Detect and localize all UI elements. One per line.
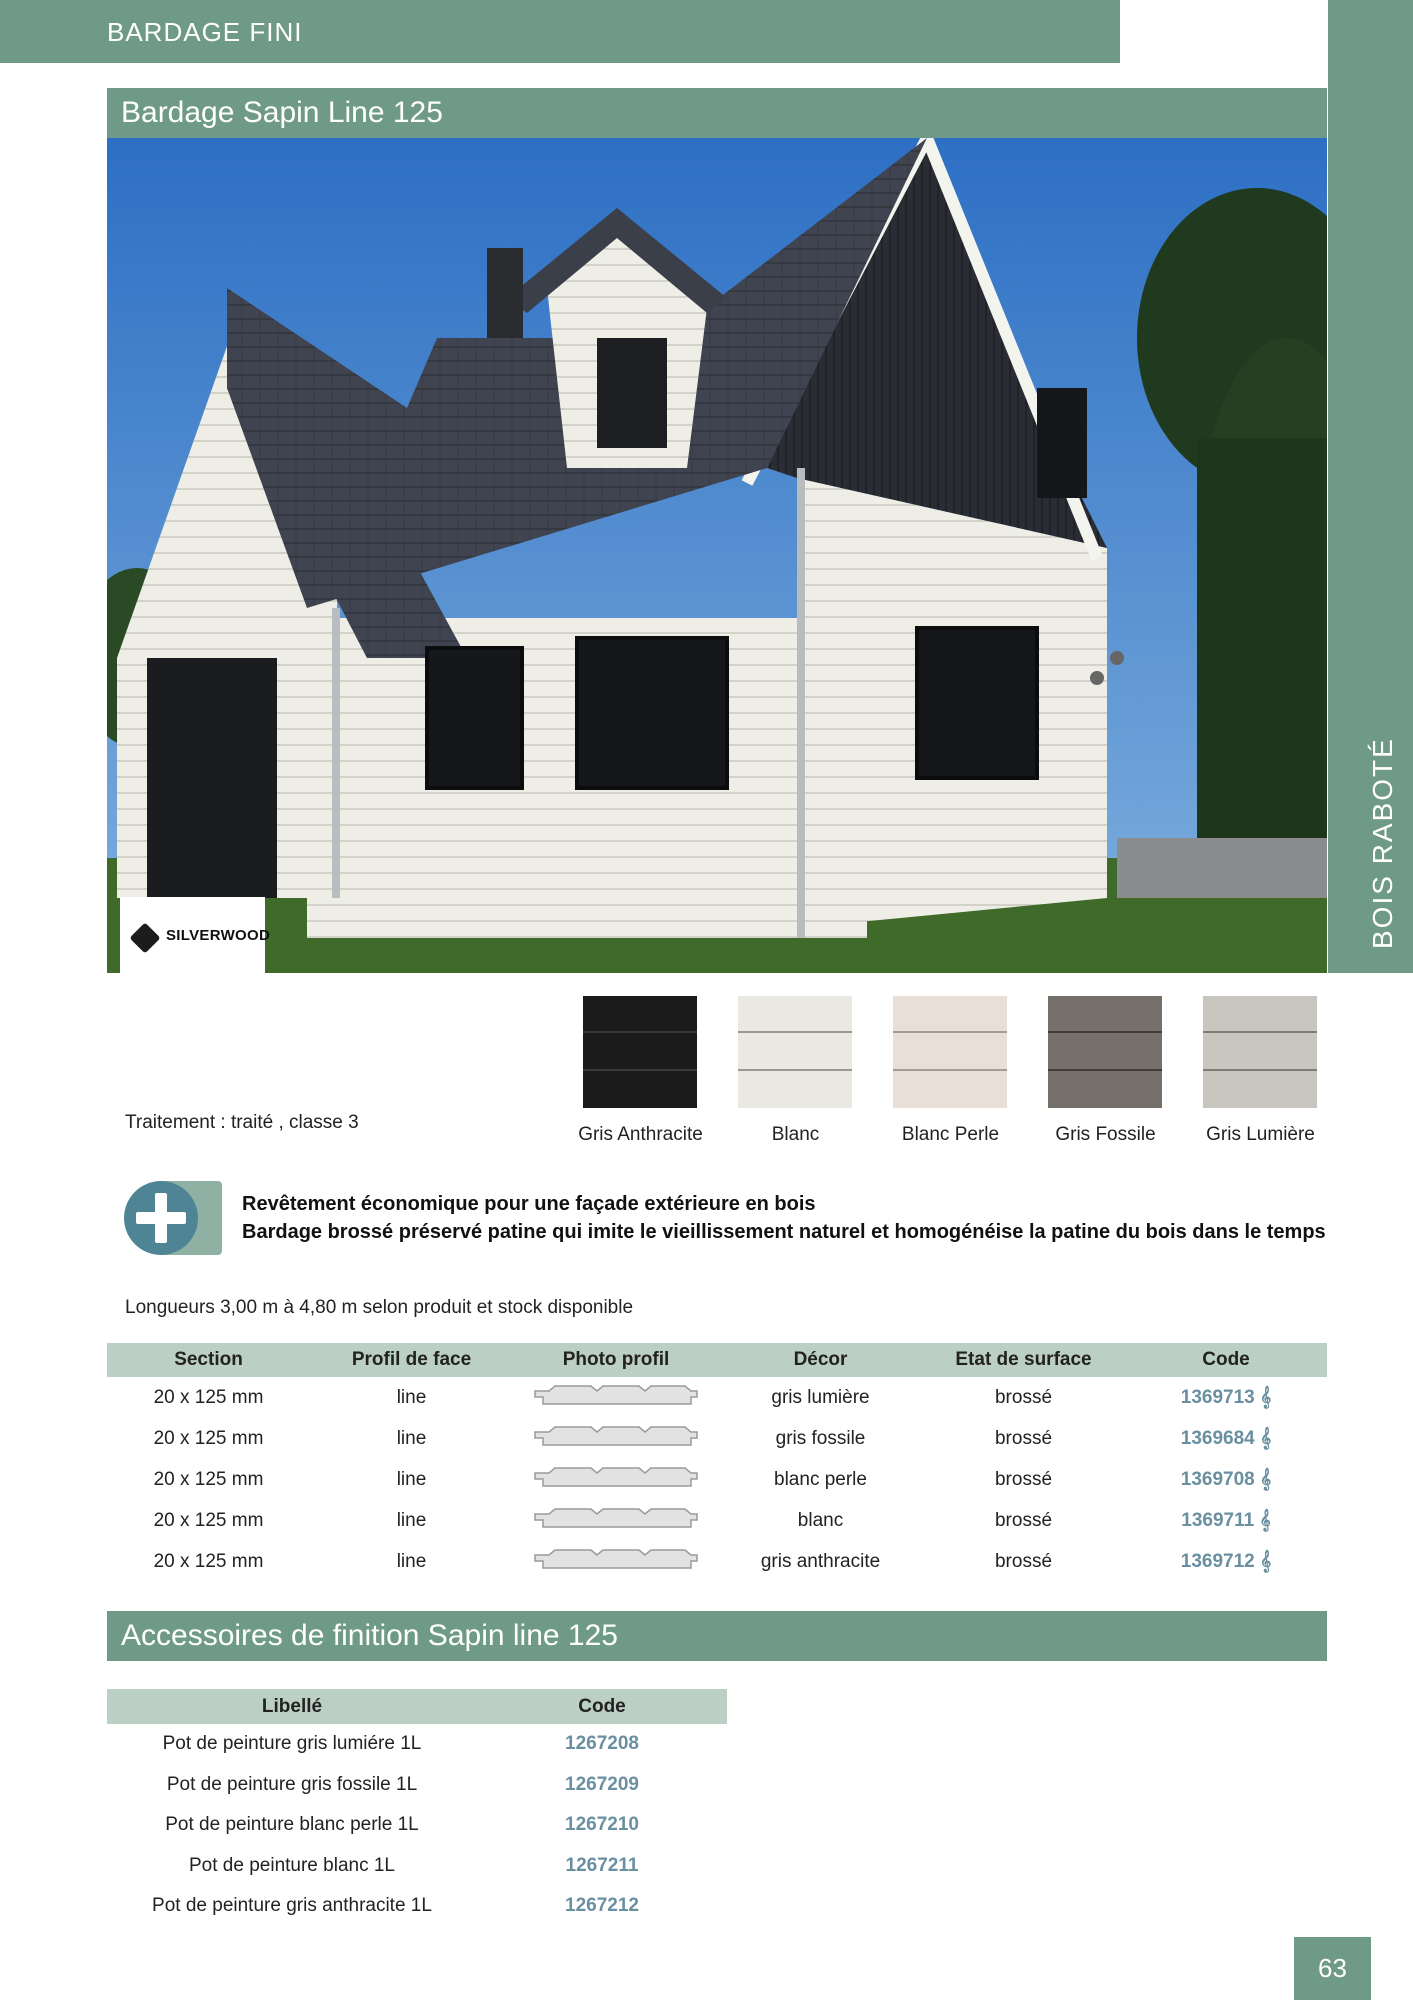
table-row xyxy=(107,1418,1327,1459)
cell-decor: gris lumière xyxy=(771,1386,870,1408)
cell-label: Pot de peinture blanc perle 1L xyxy=(165,1814,419,1836)
spec-table xyxy=(107,1343,1327,1582)
profile-photo xyxy=(513,1377,719,1418)
cell-code xyxy=(1125,1541,1327,1582)
lengths-info: Longueurs 3,00 m à 4,80 m selon produit et stock disponible xyxy=(125,1297,634,1318)
cell-code: 1267211 xyxy=(565,1854,639,1876)
cell-profil: line xyxy=(396,1550,427,1572)
table-row xyxy=(107,1724,727,1765)
swatch-label: Gris Fossile xyxy=(1055,1124,1156,1145)
column-header: Section xyxy=(107,1343,310,1377)
benefit-line: Bardage brossé préservé patine qui imite le vieillissement naturel et homogénéise la patine du bois dans le temps xyxy=(242,1221,1326,1243)
house-photo xyxy=(107,138,1327,973)
brand-logo-text: SILVERWOOD xyxy=(166,927,271,944)
code-value: 1369684 xyxy=(1180,1427,1255,1449)
code-value: 1369712 xyxy=(1180,1550,1255,1572)
table-row xyxy=(107,1459,1327,1500)
column-header: Libellé xyxy=(107,1689,477,1724)
cell-code: 1267209 xyxy=(565,1773,639,1795)
code-value: 1369711 xyxy=(1181,1509,1255,1531)
benefit-line: Revêtement économique pour une façade extérieure en bois xyxy=(242,1193,816,1215)
clef-icon: 𝄞 xyxy=(1259,1509,1271,1531)
side-category-label: BOIS RABOTÉ xyxy=(1366,737,1398,949)
product-title: Bardage Sapin Line 125 xyxy=(107,88,1327,138)
column-header: Profil de face xyxy=(310,1343,513,1377)
table-row xyxy=(107,1541,1327,1582)
profile-shape-icon xyxy=(533,1506,699,1530)
clef-icon: 𝄞 xyxy=(1260,1427,1272,1449)
table-row xyxy=(107,1846,727,1887)
swatch-label: Blanc xyxy=(771,1124,820,1145)
cell-code xyxy=(1125,1459,1327,1500)
cell-decor: blanc xyxy=(797,1509,844,1531)
clef-icon: 𝄞 xyxy=(1260,1468,1272,1490)
cell-etat: brossé xyxy=(994,1386,1053,1408)
cell-profil: line xyxy=(396,1509,427,1531)
cell-label: Pot de peinture gris anthracite 1L xyxy=(152,1895,432,1917)
table-row xyxy=(107,1500,1327,1541)
treatment-info: Traitement : traité , classe 3 xyxy=(125,1112,359,1133)
cell-decor: gris fossile xyxy=(775,1427,866,1449)
cell-section: 20 x 125 mm xyxy=(153,1468,264,1490)
cell-decor: gris anthracite xyxy=(760,1550,881,1572)
code-value: 1369708 xyxy=(1180,1468,1255,1490)
cell-profil: line xyxy=(396,1468,427,1490)
cell-code xyxy=(1125,1500,1327,1541)
swatch-gris-fossile xyxy=(1048,996,1162,1108)
cell-code: 1267210 xyxy=(565,1814,639,1836)
cell-code xyxy=(1125,1418,1327,1459)
table-row xyxy=(107,1805,727,1846)
swatch-blanc-perle xyxy=(893,996,1007,1108)
cell-code: 1267208 xyxy=(565,1733,639,1755)
cell-section: 20 x 125 mm xyxy=(153,1509,264,1531)
table-header-row xyxy=(107,1689,727,1724)
profile-shape-icon xyxy=(533,1424,699,1448)
section-header-band xyxy=(0,0,1120,63)
brand-logo-mark-icon xyxy=(129,922,160,953)
column-header: Etat de surface xyxy=(922,1343,1125,1377)
cell-etat: brossé xyxy=(994,1509,1053,1531)
swatch-gris-anthracite xyxy=(583,996,697,1108)
cell-section: 20 x 125 mm xyxy=(153,1427,264,1449)
profile-shape-icon xyxy=(533,1383,699,1407)
cell-code xyxy=(1125,1377,1327,1418)
code-value: 1369713 xyxy=(1180,1386,1255,1408)
cell-section: 20 x 125 mm xyxy=(153,1386,264,1408)
profile-shape-icon xyxy=(533,1547,699,1571)
swatch-label: Gris Anthracite xyxy=(578,1124,703,1145)
column-header: Photo profil xyxy=(513,1343,719,1377)
cell-profil: line xyxy=(396,1427,427,1449)
table-row xyxy=(107,1886,727,1927)
profile-photo xyxy=(513,1541,719,1582)
page-number: 63 xyxy=(1294,1937,1371,2000)
table-header-row xyxy=(107,1343,1327,1377)
swatch-gris-lumiere xyxy=(1203,996,1317,1108)
table-row xyxy=(107,1377,1327,1418)
profile-photo xyxy=(513,1459,719,1500)
cell-etat: brossé xyxy=(994,1550,1053,1572)
cell-label: Pot de peinture blanc 1L xyxy=(189,1854,395,1876)
plus-icon xyxy=(124,1181,222,1255)
cell-etat: brossé xyxy=(994,1427,1053,1449)
cell-decor: blanc perle xyxy=(774,1468,867,1490)
column-header: Décor xyxy=(719,1343,922,1377)
accessories-table xyxy=(107,1689,727,1927)
cell-label: Pot de peinture gris lumiére 1L xyxy=(162,1733,422,1755)
column-header: Code xyxy=(477,1689,727,1724)
swatch-label: Blanc Perle xyxy=(901,1124,1000,1145)
cell-etat: brossé xyxy=(994,1468,1053,1490)
profile-shape-icon xyxy=(533,1465,699,1489)
clef-icon: 𝄞 xyxy=(1260,1386,1272,1408)
profile-photo xyxy=(513,1418,719,1459)
table-row xyxy=(107,1765,727,1806)
cell-code: 1267212 xyxy=(565,1895,639,1917)
side-category-band xyxy=(1328,0,1413,973)
accessories-title: Accessoires de finition Sapin line 125 xyxy=(107,1611,1327,1661)
section-header-title: BARDAGE FINI xyxy=(107,17,303,47)
cell-label: Pot de peinture gris fossile 1L xyxy=(166,1773,418,1795)
cell-section: 20 x 125 mm xyxy=(153,1550,264,1572)
profile-photo xyxy=(513,1500,719,1541)
brand-logo xyxy=(120,897,271,973)
swatch-label: Gris Lumière xyxy=(1206,1124,1315,1145)
clef-icon: 𝄞 xyxy=(1260,1550,1272,1572)
cell-profil: line xyxy=(396,1386,427,1408)
column-header: Code xyxy=(1125,1343,1327,1377)
swatch-blanc xyxy=(738,996,852,1108)
